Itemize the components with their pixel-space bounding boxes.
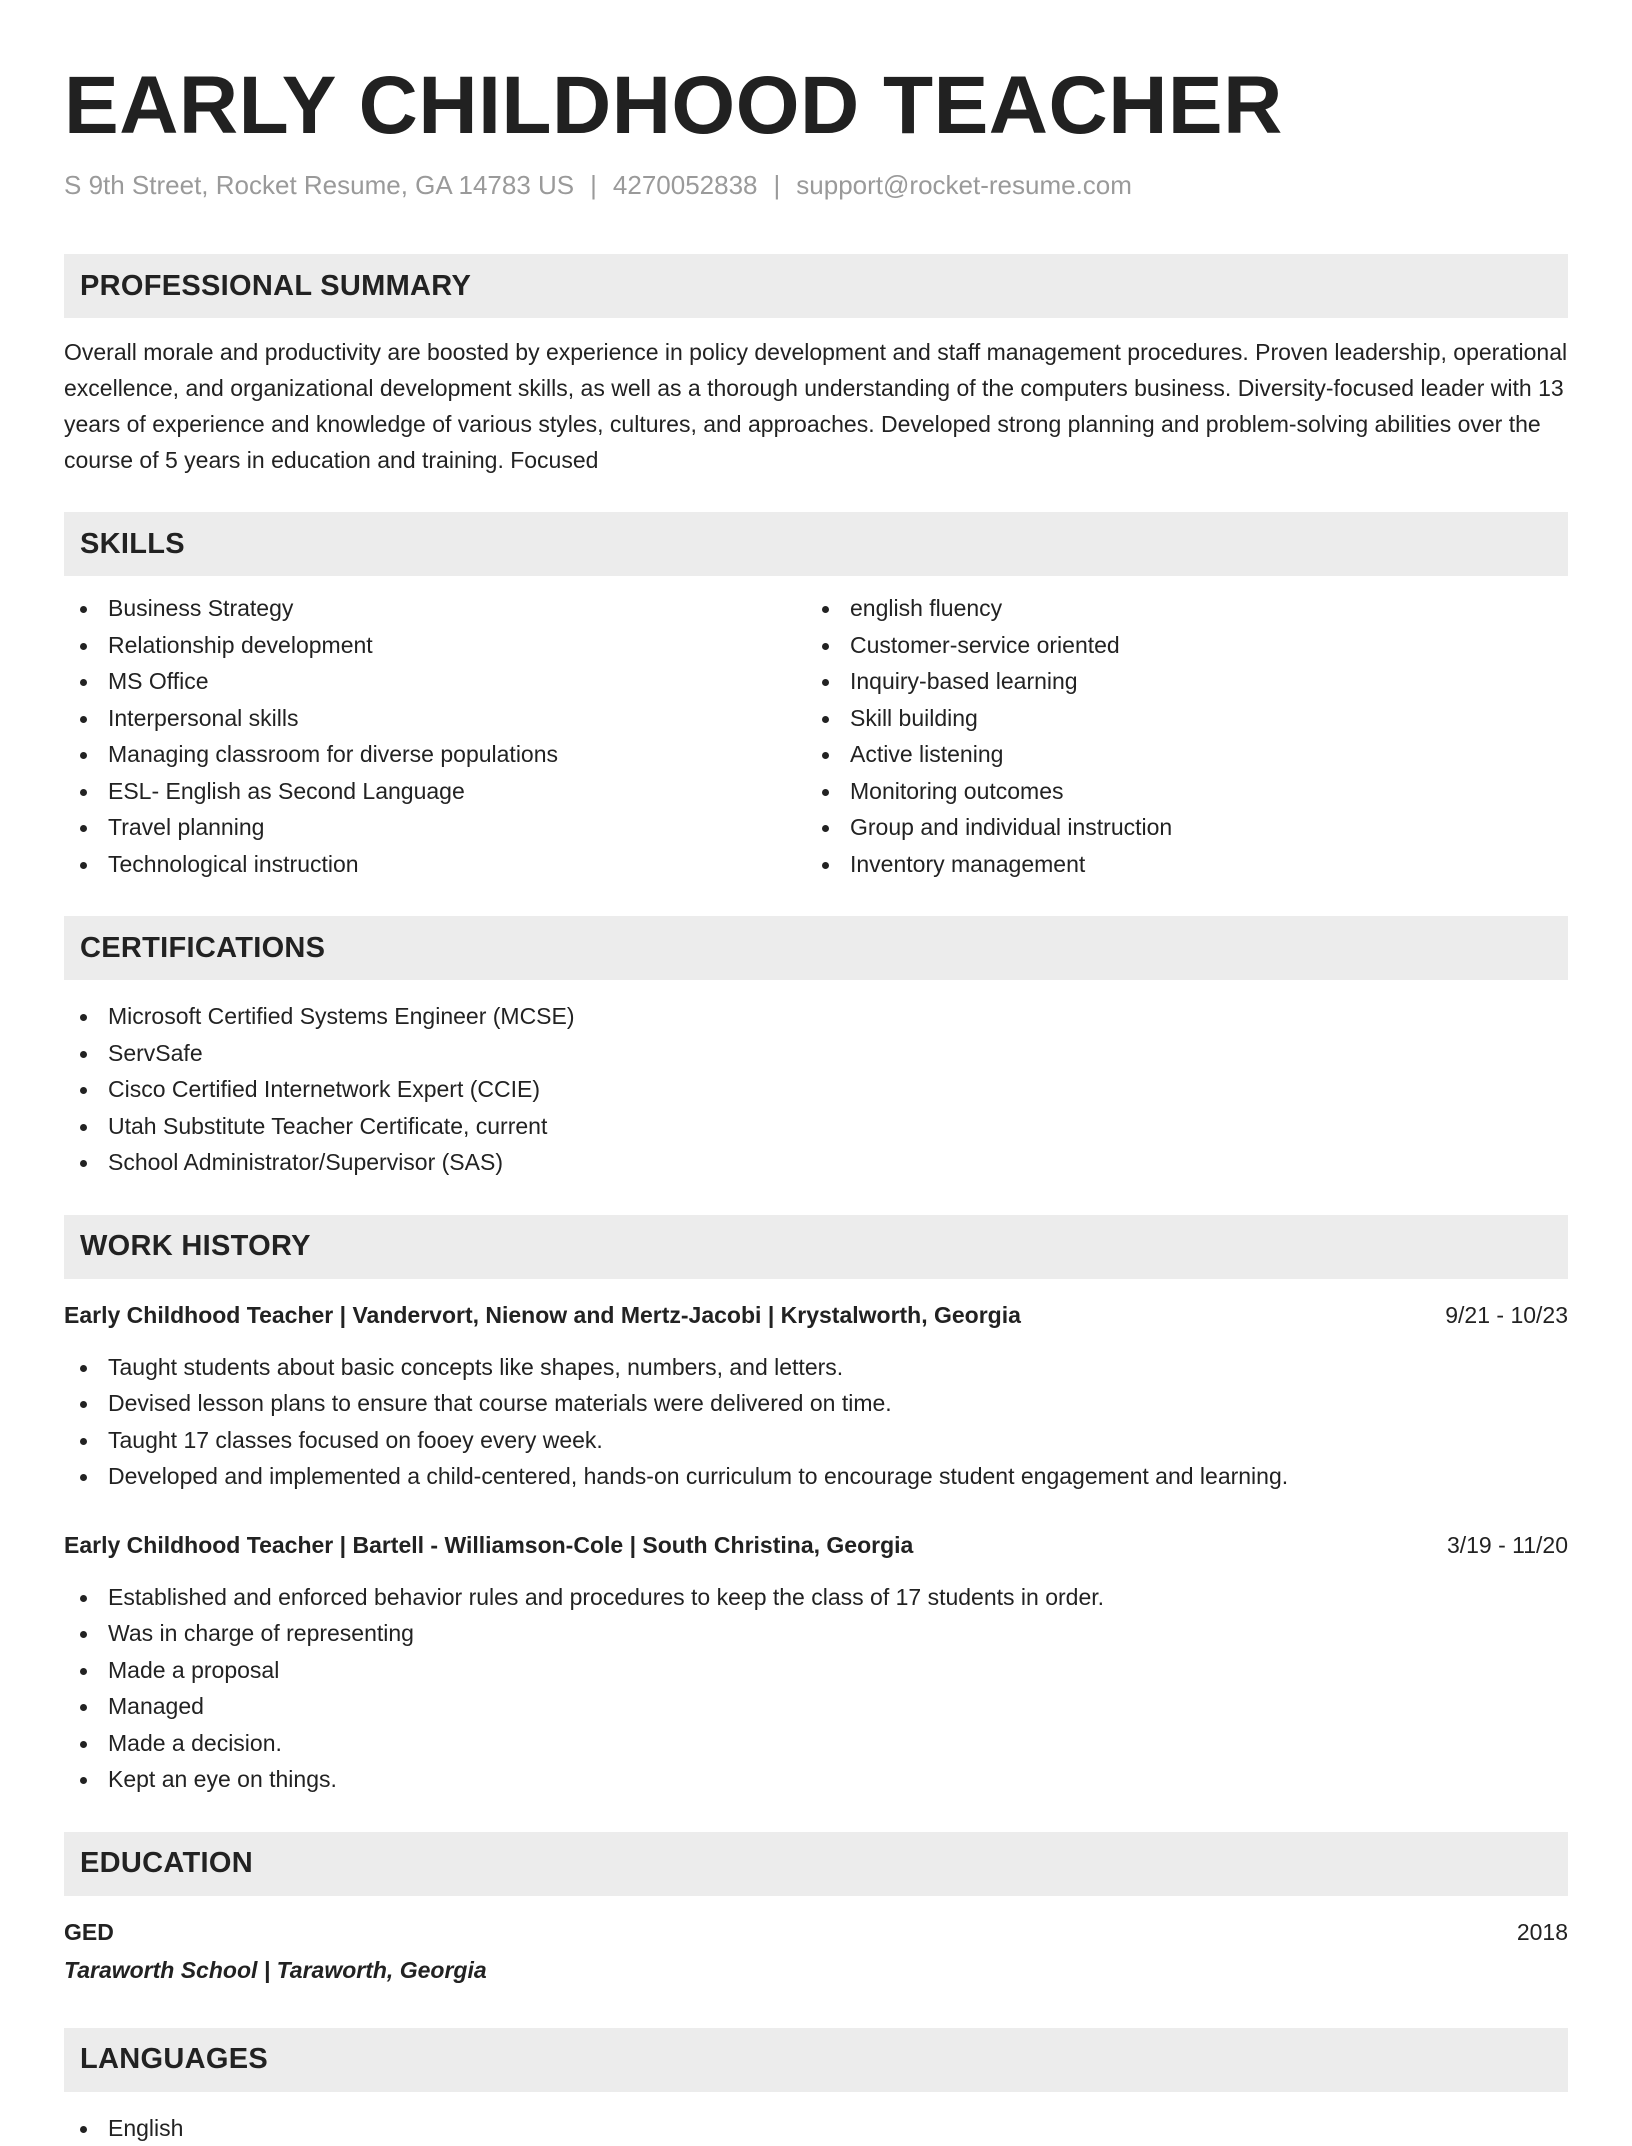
education-school: Taraworth School | Taraworth, Georgia bbox=[64, 1952, 1568, 1988]
list-item: Was in charge of representing bbox=[64, 1615, 1568, 1652]
certifications-heading: CERTIFICATIONS bbox=[64, 916, 1568, 980]
skills-list-right bbox=[806, 590, 1548, 882]
education-heading: EDUCATION bbox=[64, 1832, 1568, 1896]
job-dates: 9/21 - 10/23 bbox=[1445, 1297, 1568, 1333]
job-heading-row bbox=[64, 1297, 1568, 1333]
list-item: ESL- English as Second Language bbox=[64, 773, 806, 810]
job-title: Early Childhood Teacher | Vandervort, Nienow and Mertz-Jacobi | Krystalworth, Georgia bbox=[64, 1297, 1021, 1333]
education-section bbox=[64, 1832, 1568, 1988]
list-item: Technological instruction bbox=[64, 846, 806, 883]
certifications-section bbox=[64, 916, 1568, 1181]
list-item: Devised lesson plans to ensure that course materials were delivered on time. bbox=[64, 1385, 1568, 1422]
work-history-heading: WORK HISTORY bbox=[64, 1215, 1568, 1279]
education-degree: GED bbox=[64, 1914, 114, 1950]
list-item: Made a proposal bbox=[64, 1652, 1568, 1689]
list-item: Cisco Certified Internetwork Expert (CCIE) bbox=[64, 1071, 1568, 1108]
resume-name: EARLY CHILDHOOD TEACHER bbox=[64, 56, 1568, 156]
education-heading-row bbox=[64, 1914, 1568, 1950]
list-item: Kept an eye on things. bbox=[64, 1761, 1568, 1798]
list-item: Microsoft Certified Systems Engineer (MCSE) bbox=[64, 998, 1568, 1035]
list-item: Relationship development bbox=[64, 627, 806, 664]
education-year: 2018 bbox=[1517, 1914, 1568, 1950]
job-entry bbox=[64, 1297, 1568, 1495]
work-history-section bbox=[64, 1215, 1568, 1798]
summary-heading: PROFESSIONAL SUMMARY bbox=[64, 254, 1568, 318]
list-item: Customer-service oriented bbox=[806, 627, 1548, 664]
list-item: School Administrator/Supervisor (SAS) bbox=[64, 1144, 1568, 1181]
job-bullets bbox=[64, 1579, 1568, 1798]
certifications-list bbox=[64, 998, 1568, 1181]
list-item: Managed bbox=[64, 1688, 1568, 1725]
job-heading-row bbox=[64, 1527, 1568, 1563]
resume-page bbox=[64, 56, 1568, 2146]
list-item: Taught 17 classes focused on fooey every week. bbox=[64, 1422, 1568, 1459]
job-title: Early Childhood Teacher | Bartell - Williamson-Cole | South Christina, Georgia bbox=[64, 1527, 913, 1563]
contact-phone: 4270052838 bbox=[613, 170, 758, 200]
summary-section bbox=[64, 254, 1568, 478]
list-item: Group and individual instruction bbox=[806, 809, 1548, 846]
contact-address: S 9th Street, Rocket Resume, GA 14783 US bbox=[64, 170, 574, 200]
languages-section bbox=[64, 2028, 1568, 2146]
list-item: Inquiry-based learning bbox=[806, 663, 1548, 700]
job-bullets bbox=[64, 1349, 1568, 1495]
list-item: MS Office bbox=[64, 663, 806, 700]
skills-columns bbox=[64, 576, 1568, 882]
languages-list bbox=[64, 2110, 1568, 2146]
list-item: Monitoring outcomes bbox=[806, 773, 1548, 810]
list-item: Managing classroom for diverse populations bbox=[64, 736, 806, 773]
list-item: Taught students about basic concepts like shapes, numbers, and letters. bbox=[64, 1349, 1568, 1386]
list-item: Established and enforced behavior rules and procedures to keep the class of 17 students in order. bbox=[64, 1579, 1568, 1616]
list-item: Inventory management bbox=[806, 846, 1548, 883]
list-item: Active listening bbox=[806, 736, 1548, 773]
list-item: Utah Substitute Teacher Certificate, current bbox=[64, 1108, 1568, 1145]
contact-separator: | bbox=[590, 170, 597, 200]
list-item: Business Strategy bbox=[64, 590, 806, 627]
list-item: Made a decision. bbox=[64, 1725, 1568, 1762]
skills-section bbox=[64, 512, 1568, 882]
skills-heading: SKILLS bbox=[64, 512, 1568, 576]
list-item: Interpersonal skills bbox=[64, 700, 806, 737]
list-item: Developed and implemented a child-centered, hands-on curriculum to encourage student engagement and learning. bbox=[64, 1458, 1568, 1495]
education-entry bbox=[64, 1914, 1568, 1988]
skills-list-left bbox=[64, 590, 806, 882]
list-item: english fluency bbox=[806, 590, 1548, 627]
contact-separator: | bbox=[774, 170, 781, 200]
list-item: Travel planning bbox=[64, 809, 806, 846]
contact-email: support@rocket-resume.com bbox=[796, 170, 1132, 200]
list-item: Skill building bbox=[806, 700, 1548, 737]
languages-heading: LANGUAGES bbox=[64, 2028, 1568, 2092]
list-item: ServSafe bbox=[64, 1035, 1568, 1072]
summary-text: Overall morale and productivity are boosted by experience in policy development and staff management procedures. Proven leadership, operational excellence, and organizational development skills, as well as a thorough understanding of the computers business. Diversity-focused leader with 13 years of experience and knowledge of various styles, cultures, and approaches. Developed strong planning and problem-solving abilities over the course of 5 years in education and training. Focused bbox=[64, 334, 1568, 478]
list-item: English bbox=[64, 2110, 1568, 2146]
job-dates: 3/19 - 11/20 bbox=[1447, 1527, 1568, 1563]
job-entry bbox=[64, 1527, 1568, 1798]
contact-line bbox=[64, 168, 1568, 202]
